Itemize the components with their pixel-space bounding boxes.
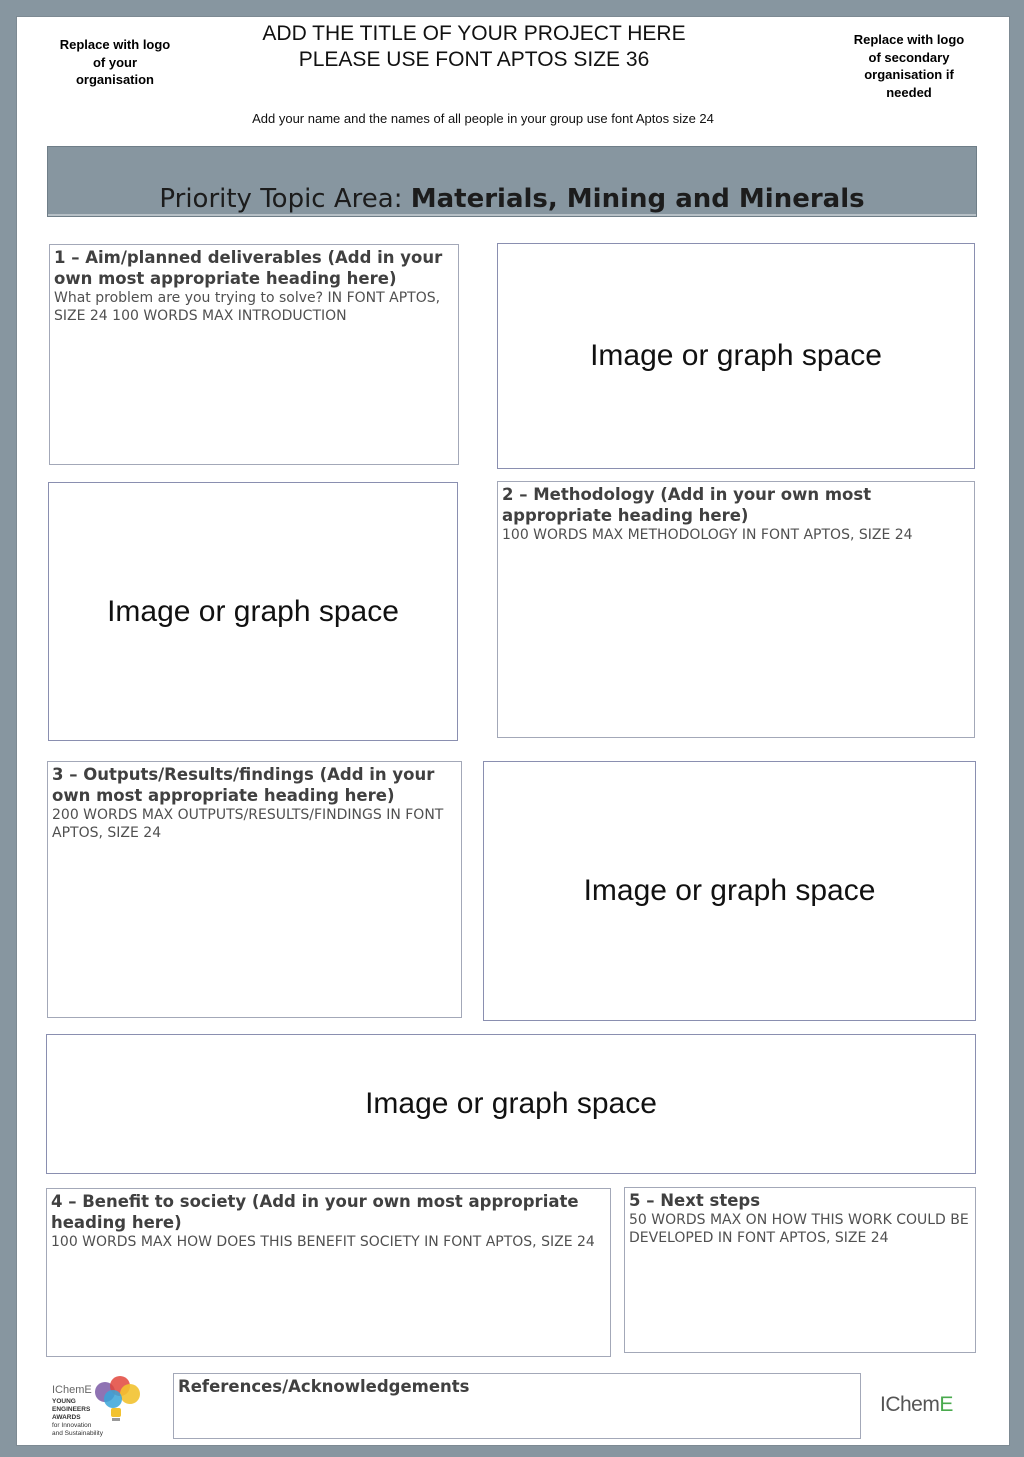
- awards-line-engineers: ENGINEERS: [52, 1406, 91, 1413]
- image-placeholder-label: Image or graph space: [365, 1087, 657, 1120]
- section-outputs[interactable]: [47, 761, 462, 1018]
- section-benefit-body: 100 WORDS MAX HOW DOES THIS BENEFIT SOCIETY IN FONT APTOS, SIZE 24: [51, 1234, 595, 1250]
- awards-line-sustainability: and Sustainability: [52, 1430, 103, 1437]
- image-placeholder-1[interactable]: [497, 243, 975, 469]
- awards-text: [52, 1398, 103, 1438]
- priority-topic-banner: [47, 146, 977, 217]
- section-aim-heading: 1 – Aim/planned deliverables (Add in your own most appropriate heading here): [54, 248, 443, 288]
- section-next-steps-body: 50 WORDS MAX ON HOW THIS WORK COULD BE DEVELOPED IN FONT APTOS, SIZE 24: [629, 1212, 969, 1246]
- section-next-steps[interactable]: [624, 1187, 976, 1353]
- left-logo-placeholder: Replace with logo of your organisation: [59, 37, 171, 87]
- icheme-logo: [880, 1393, 953, 1417]
- icheme-logo-e: E: [939, 1393, 953, 1416]
- young-engineers-awards-logo: [50, 1372, 150, 1440]
- section-benefit-heading: 4 – Benefit to society (Add in your own most appropriate heading here): [51, 1192, 579, 1232]
- section-references-heading: References/Acknowledgements: [178, 1377, 470, 1396]
- section-methodology-body: 100 WORDS MAX METHODOLOGY IN FONT APTOS, SIZE 24: [502, 527, 913, 543]
- image-placeholder-label: Image or graph space: [107, 594, 399, 628]
- icheme-logo-main: IChem: [880, 1393, 940, 1416]
- section-next-steps-heading: 5 – Next steps: [629, 1191, 761, 1210]
- project-title-line2: PLEASE USE FONT APTOS SIZE 36: [298, 48, 650, 71]
- image-placeholder-label: Image or graph space: [583, 874, 876, 907]
- awards-line-awards: AWARDS: [52, 1414, 81, 1421]
- image-placeholder-2[interactable]: [48, 482, 458, 741]
- project-title-line1: ADD THE TITLE OF YOUR PROJECT HERE: [262, 22, 686, 45]
- group-names-note: Add your name and the names of all people in your group use font Aptos size 24: [252, 111, 714, 126]
- section-methodology[interactable]: [497, 481, 975, 738]
- section-references[interactable]: [173, 1373, 861, 1439]
- image-placeholder-wide[interactable]: [46, 1034, 976, 1174]
- awards-line-young: YOUNG: [52, 1398, 76, 1405]
- priority-topic-prefix: Priority Topic Area:: [159, 184, 411, 214]
- project-title: [214, 21, 734, 73]
- priority-topic-name: Materials, Mining and Minerals: [410, 184, 865, 214]
- awards-brand: IChemE: [52, 1384, 92, 1396]
- section-outputs-heading: 3 – Outputs/Results/findings (Add in your own most appropriate heading here): [52, 765, 435, 805]
- priority-topic-text: [48, 184, 976, 214]
- section-benefit[interactable]: [46, 1188, 611, 1357]
- right-logo-placeholder: Replace with logo of secondary organisation if needed: [853, 32, 965, 100]
- section-aim[interactable]: [49, 244, 459, 465]
- section-outputs-body: 200 WORDS MAX OUTPUTS/RESULTS/FINDINGS IN FONT APTOS, SIZE 24: [52, 807, 444, 841]
- section-methodology-heading: 2 – Methodology (Add in your own most appropriate heading here): [502, 485, 872, 525]
- awards-line-innovation: for Innovation: [52, 1422, 92, 1429]
- image-placeholder-label: Image or graph space: [590, 339, 882, 372]
- section-aim-body: What problem are you trying to solve? IN FONT APTOS, SIZE 24 100 WORDS MAX INTRODUCTION: [54, 290, 441, 324]
- image-placeholder-3[interactable]: [483, 761, 976, 1021]
